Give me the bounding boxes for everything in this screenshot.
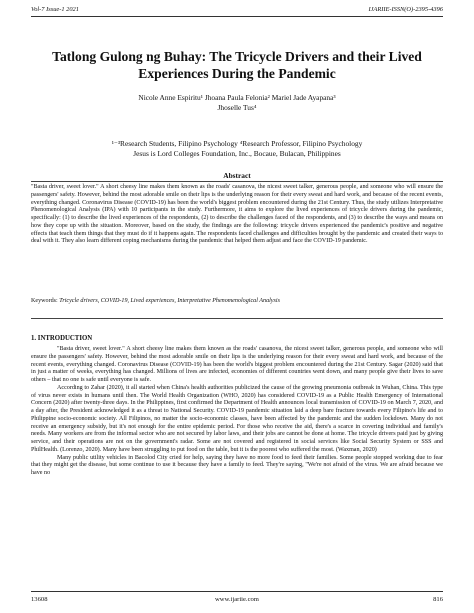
introduction-body [31, 346, 443, 478]
keywords [31, 298, 443, 306]
keywords-label: Keywords: [31, 298, 58, 304]
body-paragraph: Many public utility vehicles in Bacolod City cried for help, saying they have no more food to feed their families. Some people stopped working due to fear that they might get the disease, but some continue to use it because they have a family to feed. They're saying, "We're not afraid of the virus. We are afraid because we have no [31, 454, 443, 476]
header-issn: IJARIIE-ISSN(O)-2395-4396 [368, 6, 443, 13]
body-paragraph: "Basta driver, sweet lover." A short cheesy line makes them known as the roads' casanova, the nicest sweet talker, generous people, and someone who will ensure the passengers' safety. However, behind the most adorable smile on their lips is the underlying reason for their every sweat and hard work, and because of the recent events, everything changed. Coronavirus Disease (COVID-19) has been the world's biggest problem encountered during the 21st Century. Sagar (2020) said that in just a matter of weeks, everything has changed. Millions of lives are infected, economies of different countries went down, and many people give their lives to save others – that no one is safe until everyone is safe. [31, 346, 443, 383]
paper-title: Tatlong Gulong ng Buhay: The Tricycle Drivers and their Lived Experiences During the Pandemic [52, 49, 422, 81]
author-list [60, 93, 414, 113]
abstract-heading: Abstract [223, 171, 251, 180]
author-line-2: Jhoselle Tus⁴ [217, 103, 257, 112]
section-heading-introduction: 1. INTRODUCTION [31, 335, 93, 342]
footer-website: www.ijariie.com [215, 596, 259, 603]
affiliation-line-2: Jesus is Lord Colleges Foundation, Inc., Bocaue, Bulacan, Philippines [133, 149, 341, 158]
footer-page-number: 816 [433, 596, 443, 603]
footer-paper-id: 13608 [31, 596, 48, 603]
abstract-bottom-rule [31, 318, 443, 319]
affiliation [50, 139, 424, 159]
abstract-text: "Basta driver, sweet lover." A short cheesy line makes them known as the roads' casanova, the nicest sweet talker, generous people, and someone who will ensure the passengers' safety. However, behind the most adorable smile on their lips is the underlying reason for their every sweat and hard work, and because of the recent events, everything changed. Coronavirus Disease (COVID-19) has been the world's biggest problem encountered during the 21st Century. Thus, the study utilizes Interpretative Phenomenological Analysis (IPA) with 10 participants in the study. Furthermore, it aims to explore the lived experiences of tricycle drivers during the pandemic, specifically: (1) to describe the lived experiences of the respondents, (2) to describe the challenges faced of the respondents, and (3) to describe the ways and means on how they cope up with the situation. Moreover, based on the study, the findings are the following: tricycle drivers experienced the pandemic's positive and negative effects that teach them things that they must do if it happens again. The respondents faced challenges and difficulties brought by the pandemic and created their ways to deal with it. They also learn different coping mechanisms during the pandemic that helped them adjust and face the COVID-19 pandemic. [31, 184, 443, 245]
keywords-list: Tricycle drivers, COVID-19, Lived experiences, Interpretative Phenomenological Analysis [59, 298, 280, 304]
affiliation-line-1: ¹⁻³Research Students, Filipino Psychology ⁴Research Professor, Filipino Psychology [111, 139, 363, 148]
body-paragraph: According to Zahar (2020), it all started when China's health authorities publicized the cause of the growing pneumonia outbreak in Wuhan, China. This type of virus never exists in humans until then. The World Health Organization (WHO, 2020) has considered COVID-19 as a Public Health Emergency of International Concern (2020) after twenty-three days. In the Philippines, first confirmed the Department of Health announces local transmission of COVID-19 on March 7, 2020, and a day after, the President acknowledged it as a threat to National Security. COVID-19 pandemic situation laid a deep bare fracture towards every Filipino's life and to Philippine socio-economic society. All Filipinos, no matter the socio-economic classes, have been affected by the pandemic and the sudden lockdown. Many do not receive an emergency subsidy, but it's not enough for the entire epidemic period. For those who receive the aid, there's a scarce in covering individual and family's needs. Many workers are from the informal sector who are not secured by labor laws, and their jobs are cannot be done at home. The tricycle drivers paid just by giving service, and their operations are not on the government's radar. Some are not covered and registered in social services like Social Security System or SSS and PhilHealth. (Lorenzo, 2020). Many have been struggling to put food on the table, but it is the poorest who suffered the most. (Waxman, 2020) [31, 384, 443, 453]
footer-rule [31, 591, 443, 592]
page-footer [31, 596, 443, 606]
header-volume: Vol-7 Issue-1 2021 [31, 6, 79, 13]
header-rule [31, 16, 443, 17]
abstract-top-rule [31, 181, 443, 182]
author-line-1: Nicole Anne Espiritu¹ Jhoana Paula Felonia² Mariel Jade Ayapana³ [138, 93, 336, 102]
